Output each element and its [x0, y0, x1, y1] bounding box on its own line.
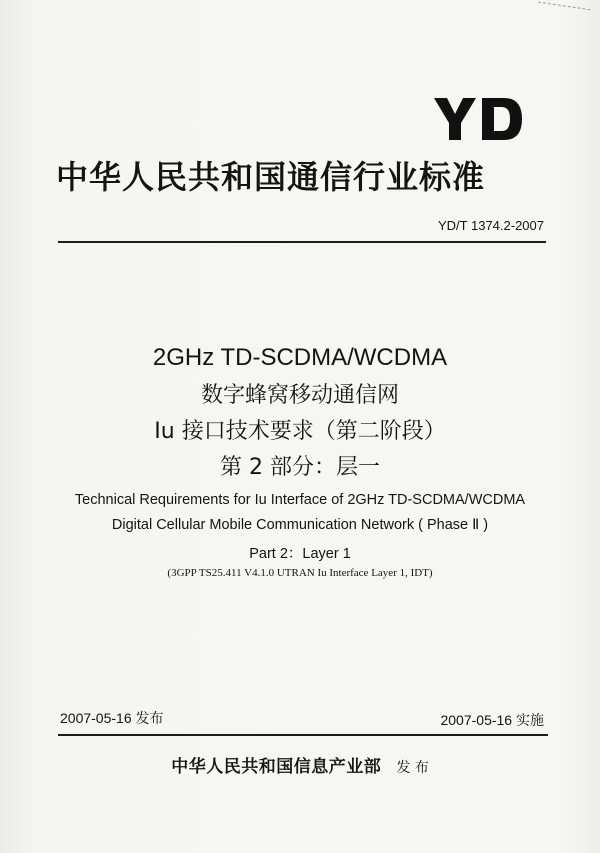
- footer-divider: [58, 734, 548, 736]
- english-title-line-4: (3GPP TS25.411 V4.1.0 UTRAN Iu Interface Layer 1, IDT): [167, 567, 433, 579]
- publish-date: 2007-05-16 发布: [60, 710, 164, 726]
- scan-edge-mark: [530, 0, 600, 14]
- issuer-name: 中华人民共和国信息产业部: [171, 757, 382, 777]
- issuer-action: 发 布: [396, 760, 429, 776]
- header-divider: [58, 241, 546, 243]
- title-line-4: 第 2 部分：层一: [220, 455, 380, 480]
- title-line-1: 2GHz TD-SCDMA/WCDMA: [152, 344, 448, 371]
- english-title-line-1: Technical Requirements for Iu Interface of 2GHz TD-SCDMA/WCDMA: [74, 492, 526, 508]
- yd-logo: [432, 94, 524, 144]
- standard-code: YD/T 1374.2-2007: [438, 218, 544, 233]
- standard-name: 中华人民共和国通信行业标准: [56, 158, 486, 196]
- title-line-2: 数字蜂窝移动通信网: [200, 383, 399, 408]
- title-line-3: Iu 接口技术要求（第二阶段）: [154, 419, 446, 444]
- english-title-line-2: Digital Cellular Mobile Communication Network ( Phase Ⅱ ): [111, 517, 489, 533]
- issuer-line: [0, 752, 600, 777]
- english-title-line-3: Part 2：Layer 1: [249, 546, 351, 562]
- implement-date: 2007-05-16 实施: [440, 712, 544, 728]
